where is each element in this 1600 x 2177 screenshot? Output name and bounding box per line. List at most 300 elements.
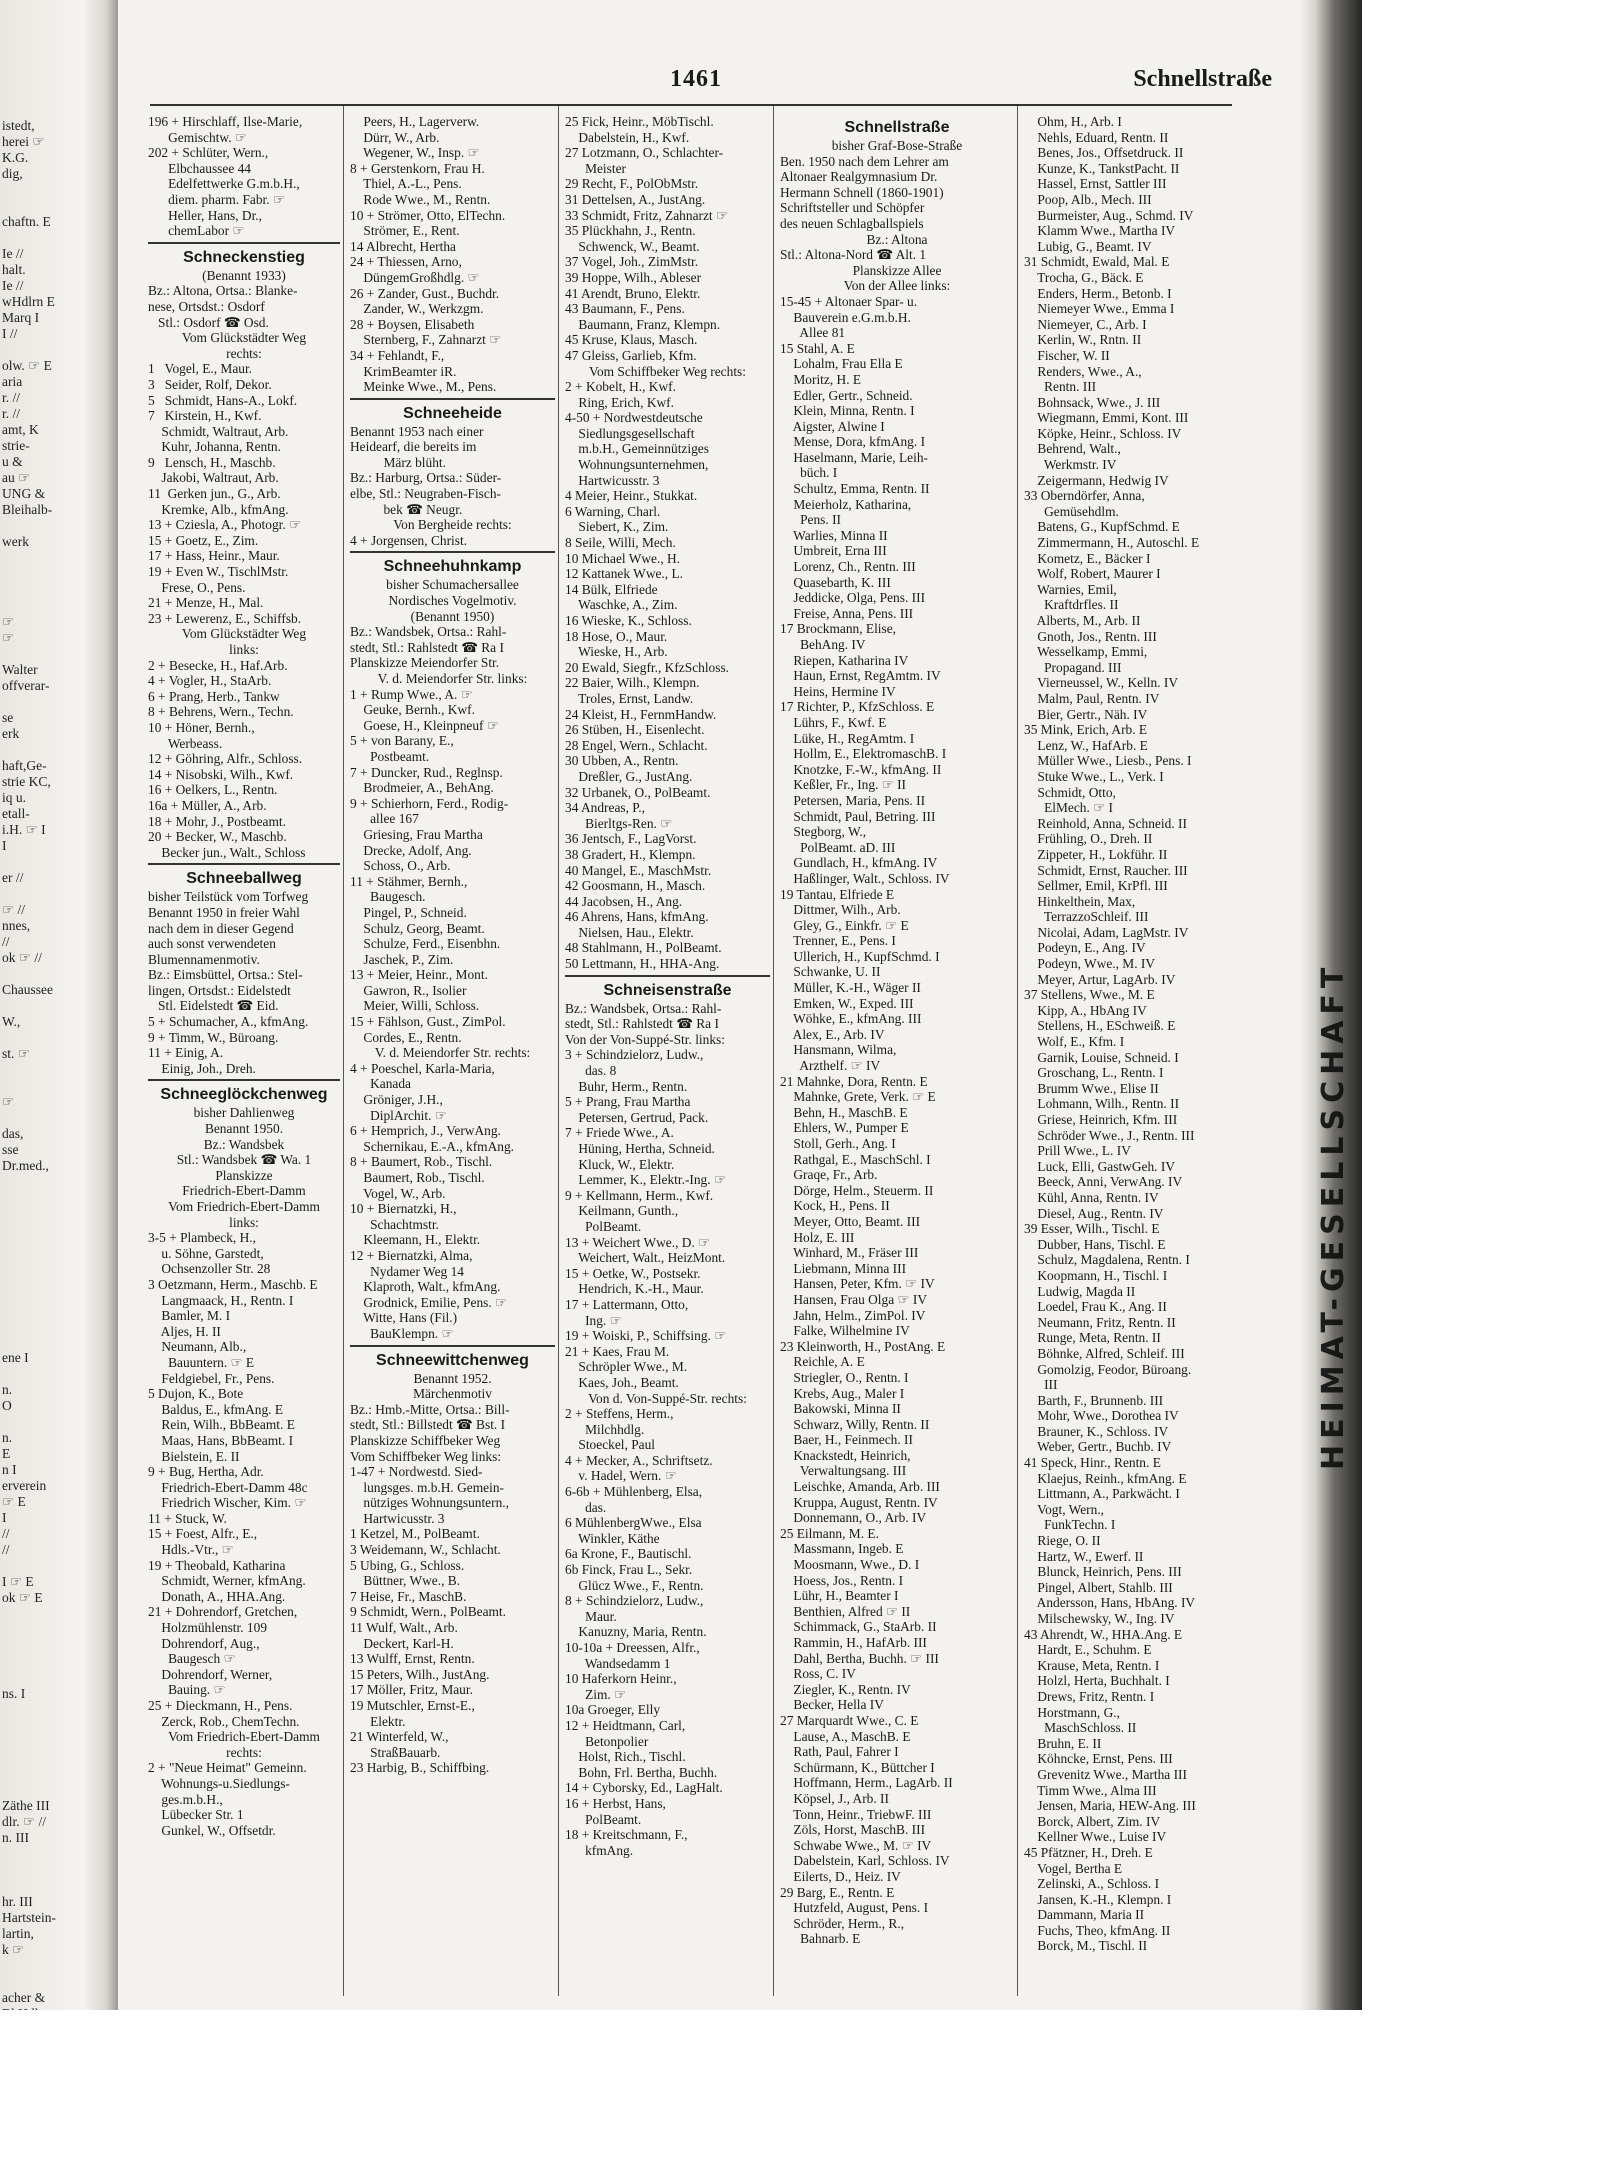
directory-entry: Ziegler, K., Rentn. IV xyxy=(780,1681,911,1697)
section-note: (Benannt 1950) xyxy=(410,608,495,624)
directory-entry: Gemischtw. ☞ xyxy=(148,129,247,145)
directory-entry: 3 + Schindzielorz, Ludw., xyxy=(565,1047,704,1063)
directory-entry: Goese, H., Kleinpneuf ☞ xyxy=(350,717,499,733)
gutter-line: n. xyxy=(2,1382,13,1397)
directory-entry: Köpsel, J., Arb. II xyxy=(780,1790,889,1806)
directory-entry: Gawron, R., Isolier xyxy=(350,982,467,998)
directory-entry: Hoess, Jos., Rentn. I xyxy=(780,1572,904,1588)
directory-entry: Stegborg, W., xyxy=(780,824,867,840)
directory-entry: stedt, Stl.: Rahlstedt ☎ Ra I xyxy=(350,639,504,655)
directory-entry: Allee 81 xyxy=(780,325,846,341)
section-note: Vom Glückstädter Weg xyxy=(181,330,307,346)
directory-entry: Keßler, Fr., Ing. ☞ II xyxy=(780,777,907,793)
directory-entry: Ring, Erich, Kwf. xyxy=(565,394,674,410)
directory-entry: Baugesch. xyxy=(350,889,426,905)
directory-entry: Hartz, W., Ewerf. II xyxy=(1024,1548,1144,1564)
directory-entry: Renders, Wwe., A., xyxy=(1024,363,1142,379)
directory-entry: Glücz Wwe., F., Rentn. xyxy=(565,1577,704,1593)
directory-entry: 6a Krone, F., Bautischl. xyxy=(565,1546,692,1562)
gutter-line: ene I xyxy=(2,1350,29,1365)
directory-entry: 2 + Steffens, Herm., xyxy=(565,1406,674,1422)
street-heading: Schnellstraße xyxy=(844,119,950,136)
directory-entry: 8 + Schindzielorz, Ludw., xyxy=(565,1593,704,1609)
section-note: Märchenmotiv xyxy=(413,1386,492,1402)
directory-entry: 1 + Rump Wwe., A. ☞ xyxy=(350,686,473,702)
directory-entry: Edler, Gertr., Schneid. xyxy=(780,387,913,403)
directory-entry: Zippeter, H., Lokführ. II xyxy=(1024,846,1168,862)
directory-entry: Dohrendorf, Aug., xyxy=(148,1635,260,1651)
directory-entry: Klaejus, Reinh., kfmAng. E xyxy=(1024,1470,1187,1486)
directory-entry: Köpke, Heinr., Schloss. IV xyxy=(1024,425,1182,441)
gutter-line: ok ☞ // xyxy=(2,950,42,965)
directory-entry: Stl.: Osdorf ☎ Osd. xyxy=(148,314,269,330)
directory-entry: 23 + Lewerenz, E., Schiffsb. xyxy=(148,610,302,626)
directory-entry: Arzthelf. ☞ IV xyxy=(780,1058,881,1074)
directory-entry: Verwaltungsang. III xyxy=(780,1463,907,1479)
directory-entry: 18 Hose, O., Maur. xyxy=(565,628,668,644)
directory-entry: Schwarz, Willy, Rentn. II xyxy=(780,1416,930,1432)
directory-entry: 22 Baier, Wilh., Klempn. xyxy=(565,675,700,691)
gutter-line: Chaussee xyxy=(2,982,53,997)
directory-entry: Elektr. xyxy=(350,1713,406,1729)
directory-entry: 18 + Mohr, J., Postbeamt. xyxy=(148,813,286,829)
directory-entry: Aljes, H. II xyxy=(148,1323,221,1339)
directory-entry: Stoeckel, Paul xyxy=(565,1437,656,1453)
directory-entry: 25 Fick, Heinr., MöbTischl. xyxy=(565,114,714,129)
directory-entry: Bakowski, Minna II xyxy=(780,1401,901,1417)
directory-entry: Dürr, W., Arb. xyxy=(350,129,440,145)
section-rule xyxy=(565,975,770,977)
directory-entry: Friedrich-Ebert-Damm 48c xyxy=(148,1479,308,1495)
directory-entry: chemLabor ☞ xyxy=(148,223,245,239)
column-divider xyxy=(1017,106,1018,1996)
directory-entry: 27 Marquardt Wwe., C. E xyxy=(780,1712,919,1728)
directory-entry: Kunze, K., TankstPacht. II xyxy=(1024,160,1180,176)
directory-entry: Nehls, Eduard, Rentn. II xyxy=(1024,129,1169,145)
directory-entry: Holz, E. III xyxy=(780,1229,855,1245)
directory-entry: Von der Von-Suppé-Str. links: xyxy=(565,1031,725,1047)
directory-entry: Bauverein e.G.m.b.H. xyxy=(780,309,911,325)
gutter-line: erk xyxy=(2,726,20,741)
directory-entry: 29 Barg, E., Rentn. E xyxy=(780,1884,895,1900)
directory-entry: 1 Vogel, E., Maur. xyxy=(148,361,253,377)
directory-entry: Nydamer Weg 14 xyxy=(350,1263,464,1279)
directory-entry: Moritz, H. E xyxy=(780,371,862,387)
directory-entry: Maas, Hans, BbBeamt. I xyxy=(148,1432,294,1448)
directory-entry: Kometz, E., Bäcker I xyxy=(1024,550,1151,566)
directory-entry: Schulz, Magdalena, Rentn. I xyxy=(1024,1252,1190,1268)
directory-entry: 37 Stellens, Wwe., M. E xyxy=(1024,987,1155,1003)
street-heading: Schneckenstieg xyxy=(183,248,305,266)
directory-entry: Blumennamenmotiv. xyxy=(148,951,260,967)
section-note: V. d. Meiendorfer Str. links: xyxy=(377,671,528,686)
gutter-line: ns. I xyxy=(2,1686,26,1701)
directory-entry: 19 + Woiski, P., Schiffsing. ☞ xyxy=(565,1328,727,1344)
gutter-line: u & xyxy=(2,454,23,469)
directory-entry: Heller, Hans, Dr., xyxy=(148,207,263,223)
directory-entry: Prill Wwe., L. IV xyxy=(1024,1143,1131,1159)
directory-entry: 4 + Jorgensen, Christ. xyxy=(350,532,468,548)
directory-entry: Bz.: Altona, Ortsa.: Blanke- xyxy=(148,283,298,299)
directory-entry: Krebs, Aug., Maler I xyxy=(780,1385,905,1401)
directory-entry: Hansen, Peter, Kfm. ☞ IV xyxy=(780,1276,935,1292)
gutter-line: er // xyxy=(2,870,24,885)
directory-entry: 9 + Kellmann, Herm., Kwf. xyxy=(565,1187,714,1203)
directory-entry: BehAng. IV xyxy=(780,637,866,652)
directory-entry: Pens. II xyxy=(780,512,841,528)
gutter-line: UNG & xyxy=(2,486,46,501)
section-note: Benannt 1952. xyxy=(413,1370,492,1386)
directory-entry: 32 Urbanek, O., PolBeamt. xyxy=(565,784,711,800)
directory-entry: Brumm Wwe., Elise II xyxy=(1024,1080,1159,1096)
directory-entry: Meister xyxy=(565,160,626,176)
directory-entry: Schwabe Wwe., M. ☞ IV xyxy=(780,1837,932,1853)
section-note: Vom Glückstädter Weg xyxy=(181,626,307,642)
gutter-line: Dr.med., xyxy=(2,1158,49,1173)
directory-entry: Müller, K.-H., Wäger II xyxy=(780,980,921,996)
directory-entry: Gröniger, J.H., xyxy=(350,1092,443,1108)
section-note: rechts: xyxy=(226,345,262,361)
gutter-line: ☞ xyxy=(2,614,15,629)
directory-entry: Graqe, Fr., Arb. xyxy=(780,1167,878,1183)
directory-entry: Meyer, Artur, LagArb. IV xyxy=(1024,971,1176,987)
directory-entry: Hinkelthein, Max, xyxy=(1024,893,1136,909)
directory-entry: Donath, A., HHA.Ang. xyxy=(148,1588,286,1604)
directory-entry: Keilmann, Gunth., xyxy=(565,1203,679,1219)
directory-entry: 4 + Poeschel, Karla-Maria, xyxy=(350,1060,495,1076)
directory-entry: Benannt 1953 nach einer xyxy=(350,423,484,439)
gutter-line: se xyxy=(2,710,14,725)
directory-entry: Köhncke, Ernst, Pens. III xyxy=(1024,1751,1173,1767)
directory-entry: Wöhke, E., kfmAng. III xyxy=(780,1011,922,1027)
directory-entry: 17 Möller, Fritz, Maur. xyxy=(350,1682,473,1698)
gutter-line: acher & xyxy=(2,1990,46,2005)
directory-entry: 31 Dettelsen, A., JustAng. xyxy=(565,191,706,207)
directory-entry: Knotzke, F.-W., kfmAng. II xyxy=(780,761,942,777)
directory-entry: 3 Weidemann, W., Schlacht. xyxy=(350,1542,501,1558)
directory-entry: nach dem in dieser Gegend xyxy=(148,920,294,936)
directory-entry: 1-47 + Nordwestd. Sied- xyxy=(350,1464,483,1480)
directory-entry: 6b Finck, Frau L., Sekr. xyxy=(565,1562,693,1578)
section-note: Von d. Von-Suppé-Str. rechts: xyxy=(588,1390,747,1406)
directory-entry: Ochsenzoller Str. 28 xyxy=(148,1261,271,1277)
directory-entry: Planskizze Schiffbeker Weg xyxy=(350,1432,501,1448)
column-3 xyxy=(565,114,770,1994)
directory-entry: Warlies, Minna II xyxy=(780,527,888,543)
directory-entry: Baumert, Rob., Tischl. xyxy=(350,1170,485,1185)
directory-entry: 37 Vogel, Joh., ZimMstr. xyxy=(565,254,699,270)
directory-entry: Schröder Wwe., J., Rentn. III xyxy=(1024,1127,1195,1143)
directory-entry: Baldus, E., kfmAng. E xyxy=(148,1401,284,1417)
directory-entry: Wohnungsunternehmen, xyxy=(565,457,709,473)
section-rule xyxy=(148,1079,340,1081)
directory-entry: Frühling, O., Dreh. II xyxy=(1024,831,1153,847)
directory-entry: 15 + Foest, Alfr., E., xyxy=(148,1526,258,1542)
directory-entry: Jansen, K.-H., Klempn. I xyxy=(1024,1891,1172,1907)
directory-entry: 6 + Hemprich, J., VerwAng. xyxy=(350,1123,501,1139)
directory-entry: Sternberg, F., Zahnarzt ☞ xyxy=(350,332,502,348)
directory-entry: Zeigermann, Hedwig IV xyxy=(1024,472,1169,488)
directory-entry: Lühr, H., Beamter I xyxy=(780,1588,899,1604)
gutter-line: olw. ☞ E xyxy=(2,358,52,373)
directory-entry: 14 + Cyborsky, Ed., LagHalt. xyxy=(565,1780,723,1796)
directory-entry: 42 Goosmann, H., Masch. xyxy=(565,878,706,894)
directory-entry: 26 + Zander, Gust., Buchdr. xyxy=(350,285,500,301)
directory-entry: Bohnsack, Wwe., J. III xyxy=(1024,394,1161,410)
directory-entry: Milschewsky, W., Ing. IV xyxy=(1024,1611,1175,1626)
directory-entry: Winhard, M., Fräser III xyxy=(780,1245,919,1261)
directory-entry: Gundlach, H., kfmAng. IV xyxy=(780,855,938,871)
directory-entry: Bierltgs-Ren. ☞ xyxy=(565,815,673,831)
directory-entry: Dahl, Bertha, Buchh. ☞ III xyxy=(780,1650,939,1666)
directory-entry: 2 + Kobelt, H., Kwf. xyxy=(565,379,676,395)
street-heading: Schneewittchenweg xyxy=(376,1351,529,1369)
directory-entry: 7 Heise, Fr., MaschB. xyxy=(350,1588,467,1604)
directory-entry: Edelfettwerke G.m.b.H., xyxy=(148,176,300,192)
directory-entry: 17 + Lattermann, Otto, xyxy=(565,1296,689,1312)
directory-entry: Waschke, A., Zim. xyxy=(565,597,678,613)
gutter-line: O xyxy=(2,1398,12,1413)
directory-entry: Maur. xyxy=(565,1608,617,1624)
gutter-line: aria xyxy=(2,374,23,389)
column-4 xyxy=(780,114,1014,1994)
directory-entry: 7 Kirstein, H., Kwf. xyxy=(148,408,262,424)
directory-entry: Hardt, E., Schuhm. E xyxy=(1024,1642,1152,1658)
directory-entry: Wolf, Robert, Maurer I xyxy=(1024,566,1161,582)
directory-entry: 13 + Weichert Wwe., D. ☞ xyxy=(565,1234,711,1250)
directory-entry: Lause, A., MaschB. E xyxy=(780,1728,911,1744)
directory-entry: Zimmermann, H., Autoschl. E xyxy=(1024,535,1200,551)
directory-entry: Behn, H., MaschB. E xyxy=(780,1104,908,1120)
gutter-line: strie KC, xyxy=(2,774,51,789)
gutter-line: ☞ E xyxy=(2,1494,26,1509)
directory-entry: stedt, Stl.: Rahlstedt ☎ Ra I xyxy=(565,1016,719,1032)
directory-entry: Hansen, Frau Olga ☞ IV xyxy=(780,1291,927,1307)
directory-entry: Ehlers, W., Pumper E xyxy=(780,1120,909,1136)
directory-entry: Langmaack, H., Rentn. I xyxy=(148,1292,294,1308)
gutter-line: Marq I xyxy=(2,310,40,325)
directory-entry: Barth, F., Brunnenb. III xyxy=(1024,1392,1164,1408)
directory-entry: Hermann Schnell (1860-1901) xyxy=(780,184,944,200)
directory-entry: stedt, Stl.: Billstedt ☎ Bst. I xyxy=(350,1417,506,1433)
directory-entry: Zim. ☞ xyxy=(565,1686,627,1702)
directory-entry: 4 + Mecker, A., Schriftsetz. xyxy=(565,1452,713,1468)
gutter-line: n I xyxy=(2,1462,17,1477)
directory-entry: Ohm, H., Arb. I xyxy=(1024,114,1122,129)
section-note: links: xyxy=(229,1214,259,1230)
gutter-line: chaftn. E xyxy=(2,214,51,229)
directory-entry: 40 Mangel, E., MaschMstr. xyxy=(565,862,712,878)
directory-entry: Vom Schiffbeker Weg links: xyxy=(350,1448,502,1464)
directory-entry: Bz.: Hmb.-Mitte, Ortsa.: Bill- xyxy=(350,1401,510,1417)
directory-entry: Bz.: Harburg, Ortsa.: Süder- xyxy=(350,470,502,486)
directory-entry: Nicolai, Adam, LagMstr. IV xyxy=(1024,924,1189,940)
gutter-line: ☞ xyxy=(2,630,15,645)
directory-entry: Friedrich Wischer, Kim. ☞ xyxy=(148,1495,307,1511)
directory-entry: Schwanke, U. II xyxy=(780,964,881,980)
directory-entry: Kanada xyxy=(350,1076,411,1092)
directory-entry: Vogel, Bertha E xyxy=(1024,1860,1123,1876)
directory-entry: Gnoth, Jos., Rentn. III xyxy=(1024,628,1157,644)
directory-entry: Fuchs, Theo, kfmAng. II xyxy=(1024,1922,1171,1938)
directory-entry: Beeck, Anni, VerwAng. IV xyxy=(1024,1174,1183,1190)
column-1 xyxy=(148,114,340,1994)
directory-entry: 29 Recht, F., PolObMstr. xyxy=(565,176,699,192)
gutter-line: das, xyxy=(2,1126,24,1141)
directory-entry: 41 Arendt, Bruno, Elektr. xyxy=(565,285,701,301)
directory-entry: 19 + Theobald, Katharina xyxy=(148,1557,286,1573)
directory-entry: 39 Esser, Wilh., Tischl. E xyxy=(1024,1221,1160,1237)
directory-entry: Wesselkamp, Emmi, xyxy=(1024,644,1148,660)
directory-entry: Jeddicke, Olga, Pens. III xyxy=(780,590,926,606)
gutter-line: etall- xyxy=(2,806,30,821)
gutter-line: dlr. ☞ // xyxy=(2,1814,46,1829)
gutter-line: herei ☞ xyxy=(2,134,45,149)
directory-entry: Troles, Ernst, Landw. xyxy=(565,690,694,706)
directory-entry: 46 Ahrens, Hans, kfmAng. xyxy=(565,909,709,925)
directory-entry: 11 Wulf, Walt., Arb. xyxy=(350,1620,458,1636)
directory-entry: Weber, Gertr., Buchb. IV xyxy=(1024,1439,1172,1455)
directory-entry: Heidearf, die bereits im xyxy=(350,439,477,455)
directory-entry: 1 Ketzel, M., PolBeamt. xyxy=(350,1526,480,1542)
edge-stamp: HEIMAT-GESELLSCHAFT xyxy=(1316,961,1351,1470)
directory-entry: Gomolzig, Feodor, Büroang. xyxy=(1024,1361,1192,1377)
gutter-line: dig, xyxy=(2,166,23,181)
gutter-line: Ie // xyxy=(2,278,24,293)
directory-entry: 20 + Becker, W., Maschb. xyxy=(148,829,287,845)
directory-entry: Klein, Minna, Rentn. I xyxy=(780,403,915,419)
directory-entry: Kruppa, August, Rentn. IV xyxy=(780,1494,938,1510)
directory-entry: 7 + Duncker, Rud., Reglnsp. xyxy=(350,764,503,780)
directory-entry: lungsges. m.b.H. Gemein- xyxy=(350,1479,504,1495)
directory-entry: Vogt, Wern., xyxy=(1024,1501,1105,1517)
directory-entry: Grevenitz Wwe., Martha III xyxy=(1024,1766,1187,1782)
directory-entry: Batens, G., KupfSchmd. E xyxy=(1024,519,1180,535)
directory-entry: 23 Kleinworth, H., PostAng. E xyxy=(780,1338,946,1354)
directory-entry: Lübecker Str. 1 xyxy=(148,1807,244,1823)
gutter-line: wHdlrn E xyxy=(2,294,55,309)
directory-entry: Gunkel, W., Offsetdr. xyxy=(148,1822,276,1838)
directory-entry: Warnies, Emil, xyxy=(1024,581,1117,597)
directory-entry: 14 + Nisobski, Wilh., Kwf. xyxy=(148,766,294,782)
gutter-line: // xyxy=(2,934,10,949)
directory-entry: Pingel, P., Schneid. xyxy=(350,904,467,920)
directory-entry: 9 + Schierhorn, Ferd., Rodig- xyxy=(350,795,509,811)
directory-entry: 15-45 + Altonaer Spar- u. xyxy=(780,293,918,309)
directory-entry: Hüning, Hertha, Schneid. xyxy=(565,1141,715,1156)
directory-entry: Moosmann, Wwe., D. I xyxy=(780,1557,920,1573)
directory-entry: Bz.: Wandsbek, Ortsa.: Rahl- xyxy=(565,1000,722,1016)
directory-entry: Vogel, W., Arb. xyxy=(350,1185,446,1201)
directory-entry: 17 + Hass, Heinr., Maur. xyxy=(148,548,280,564)
directory-entry: Dammann, Maria II xyxy=(1024,1907,1145,1923)
directory-entry: Kellner Wwe., Luise IV xyxy=(1024,1829,1167,1845)
directory-entry: Rammin, H., HafArb. III xyxy=(780,1635,927,1650)
directory-entry: Rath, Paul, Fahrer I xyxy=(780,1744,899,1760)
directory-entry: auch sonst verwendeten xyxy=(148,936,276,952)
directory-entry: 38 Gradert, H., Klempn. xyxy=(565,846,696,862)
section-note: Friedrich-Ebert-Damm xyxy=(182,1183,306,1199)
directory-entry: 45 Pfätzner, H., Dreh. E xyxy=(1024,1844,1153,1860)
directory-entry: 35 Plückhahn, J., Rentn. xyxy=(565,223,696,239)
running-head: Schnellstraße xyxy=(1133,66,1272,92)
directory-entry: Eilerts, D., Heiz. IV xyxy=(780,1868,901,1884)
directory-entry: 8 Seile, Willi, Mech. xyxy=(565,535,676,551)
directory-entry: Krause, Meta, Rentn. I xyxy=(1024,1657,1160,1673)
directory-entry: 27 Lotzmann, O., Schlachter- xyxy=(565,145,724,161)
directory-entry: Baer, H., Feinmech. II xyxy=(780,1432,913,1448)
directory-entry: Schriftsteller und Schöpfer xyxy=(780,200,925,216)
directory-entry: 12 + Göhring, Alfr., Schloss. xyxy=(148,751,303,767)
section-note: Von der Allee links: xyxy=(843,278,951,294)
column-divider xyxy=(773,106,774,1996)
directory-entry: 16 + Oelkers, L., Rentn. xyxy=(148,782,278,798)
directory-entry: Meier, Willi, Schloss. xyxy=(350,998,480,1014)
directory-entry: Ben. 1950 nach dem Lehrer am xyxy=(780,153,949,169)
directory-entry: Reinhold, Anna, Schneid. II xyxy=(1024,815,1187,831)
directory-entry: 196 + Hirschlaff, Ilse-Marie, xyxy=(148,114,303,129)
directory-entry: Blunck, Heinrich, Pens. III xyxy=(1024,1564,1182,1580)
directory-entry: Baugesch ☞ xyxy=(148,1651,236,1667)
gutter-line: ☞ xyxy=(2,1094,15,1109)
directory-entry: 18 + Kreitschmann, F., xyxy=(565,1827,688,1843)
directory-entry: TerrazzoSchleif. III xyxy=(1024,909,1149,925)
directory-entry: 13 Wulff, Ernst, Rentn. xyxy=(350,1651,475,1667)
directory-entry: Hutzfeld, August, Pens. I xyxy=(780,1900,929,1916)
directory-entry: Donnemann, O., Arb. IV xyxy=(780,1510,927,1526)
column-divider xyxy=(558,106,559,1996)
directory-entry: Hartwicusstr. 3 xyxy=(350,1510,445,1526)
directory-entry: 41 Speck, Hinr., Rentn. E xyxy=(1024,1455,1161,1471)
gutter-line: Zäthe III xyxy=(2,1798,50,1813)
directory-entry: Diesel, Aug., Rentn. IV xyxy=(1024,1205,1164,1221)
directory-entry: Lorenz, Ch., Rentn. III xyxy=(780,559,916,575)
section-rule xyxy=(350,551,555,553)
gutter-line: i.H. ☞ I xyxy=(2,822,46,837)
directory-entry: Loedel, Frau K., Ang. II xyxy=(1024,1299,1167,1315)
directory-entry: 5 + von Barany, E., xyxy=(350,733,454,749)
directory-entry: 24 + Thiessen, Arno, xyxy=(350,254,462,270)
right-page-edge xyxy=(1300,0,1362,2010)
directory-entry: Reichle, A. E xyxy=(780,1354,865,1370)
section-rule xyxy=(350,398,555,400)
gutter-line: Bleihalb- xyxy=(2,502,53,517)
directory-entry: Falke, Wilhelmine IV xyxy=(780,1323,910,1339)
directory-entry: Kuhr, Johanna, Rentn. xyxy=(148,439,281,455)
directory-entry: Grodnick, Emilie, Pens. ☞ xyxy=(350,1294,508,1310)
directory-entry: Lenz, W., HafArb. E xyxy=(1024,737,1148,753)
directory-entry: Riege, O. II xyxy=(1024,1533,1101,1549)
directory-entry: Meierholz, Katharina, xyxy=(780,496,912,512)
gutter-line: Hartstein- xyxy=(2,1910,56,1925)
directory-entry: Liebmann, Minna III xyxy=(780,1260,907,1276)
directory-entry: 9 Lensch, H., Maschb. xyxy=(148,454,276,470)
directory-entry: Schmidt, Waltraut, Arb. xyxy=(148,423,289,439)
gutter-line: hr. III xyxy=(2,1894,33,1909)
directory-entry: ges.m.b.H., xyxy=(148,1791,223,1807)
directory-entry: 5 + Schumacher, A., kfmAng. xyxy=(148,1014,309,1030)
directory-entry: 39 Hoppe, Wilh., Ableser xyxy=(565,269,702,285)
directory-entry: 43 Ahrendt, W., HHA.Ang. E xyxy=(1024,1626,1183,1642)
directory-entry: 30 Ubben, A., Rentn. xyxy=(565,753,679,769)
directory-entry: Alberts, M., Arb. II xyxy=(1024,613,1141,628)
directory-entry: 23 Harbig, B., Schiffbing. xyxy=(350,1760,490,1776)
directory-entry: Enders, Herm., Betonb. I xyxy=(1024,285,1172,301)
directory-entry: Peers, H., Lagerverw. xyxy=(350,114,480,129)
directory-entry: Schachtmstr. xyxy=(350,1216,439,1232)
directory-entry: Rentn. III xyxy=(1024,379,1097,395)
directory-entry: Neumann, Fritz, Rentn. II xyxy=(1024,1314,1176,1330)
